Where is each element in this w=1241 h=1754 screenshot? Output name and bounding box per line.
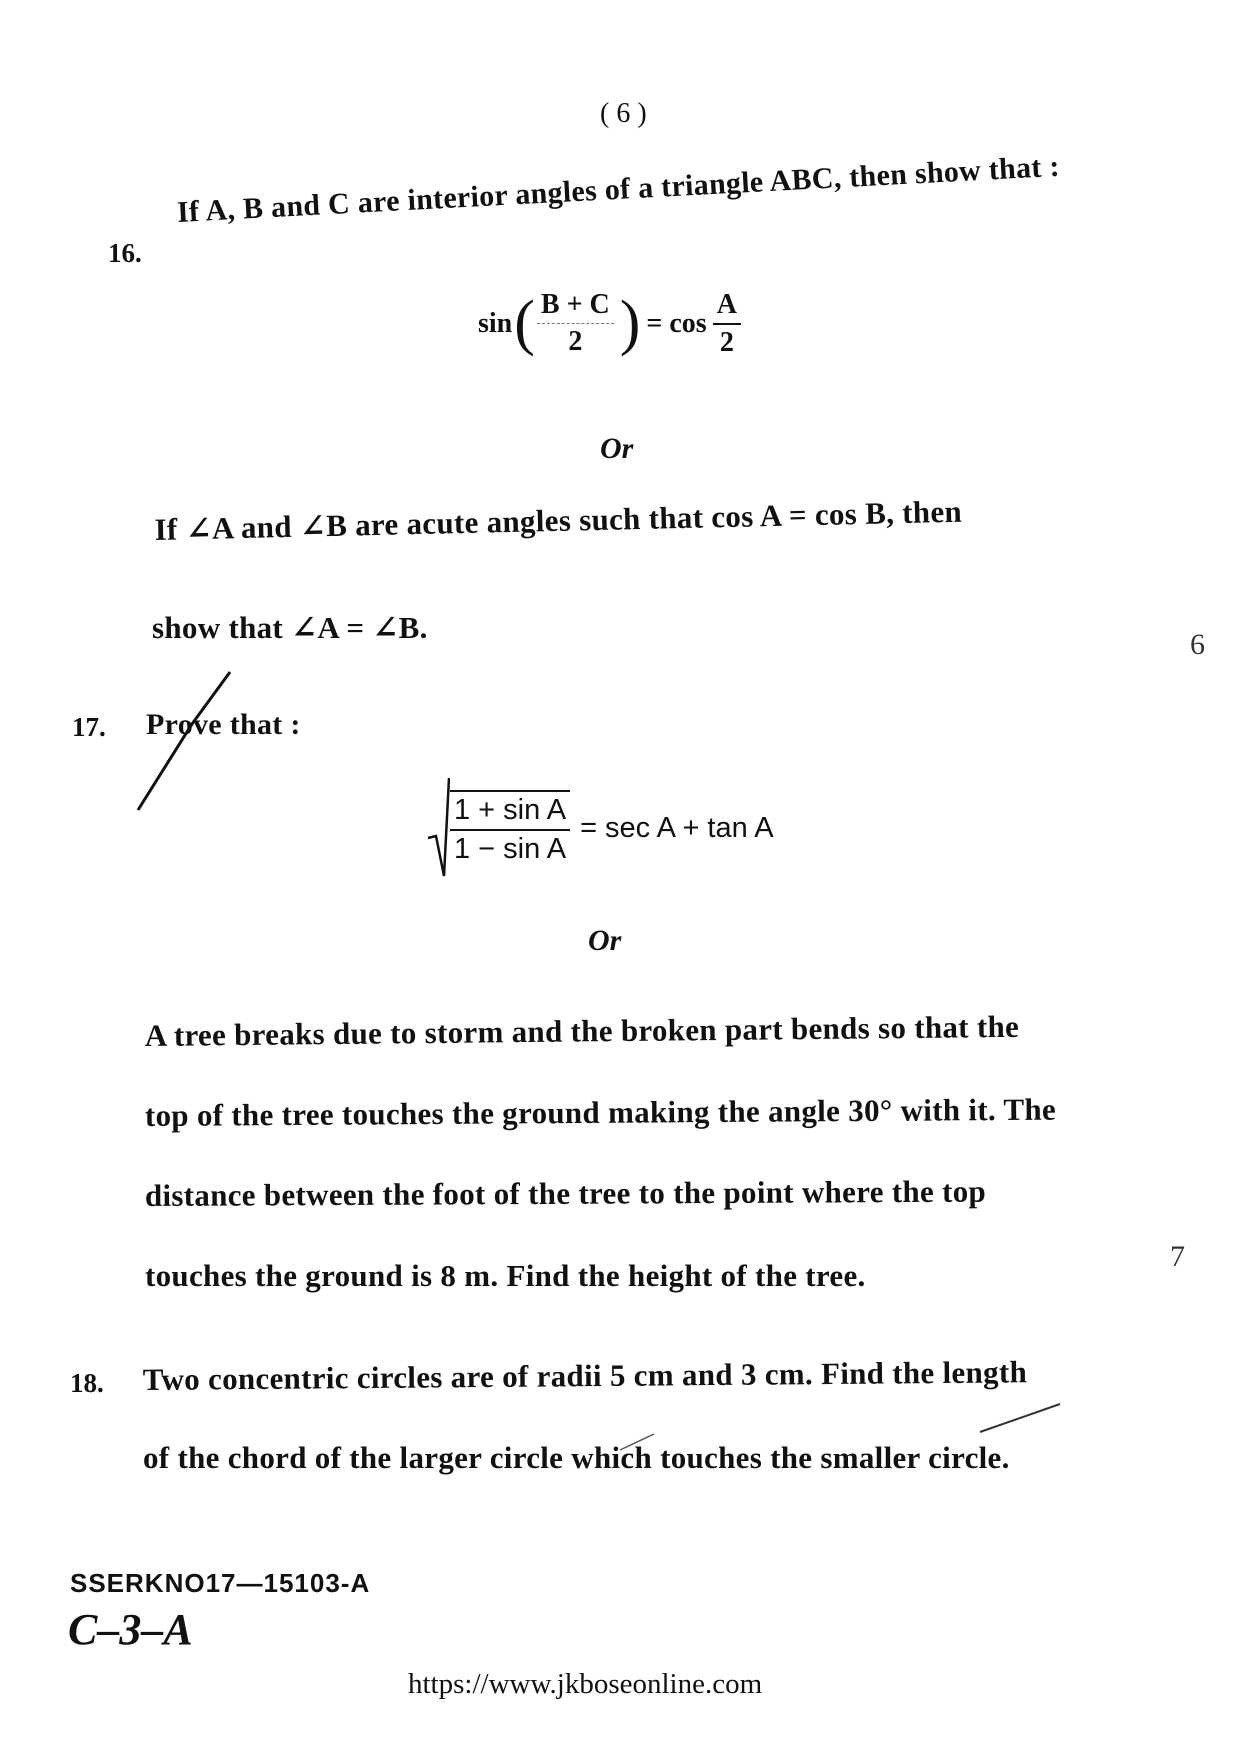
q16-or-label: Or xyxy=(600,432,634,465)
q17-numerator: 1 + sin A xyxy=(454,794,567,826)
q16-denominator: 2 xyxy=(568,326,583,357)
q16-numerator: B + C xyxy=(540,289,610,320)
q16-right-paren: ) xyxy=(619,289,641,357)
sqrt-symbol-icon xyxy=(426,776,450,880)
q17-alt-line-4: touches the ground is 8 m. Find the height of the tree. xyxy=(145,1258,866,1293)
q17-formula xyxy=(426,776,774,880)
pen-tick-mark xyxy=(130,668,240,816)
q16-sin-func: sin xyxy=(478,307,513,339)
q17-denominator: 1 − sin A xyxy=(454,833,567,865)
q17-alt-line-3: distance between the foot of the tree to the point where the top xyxy=(144,1173,987,1213)
q17-fraction xyxy=(450,790,570,866)
q16-formula xyxy=(478,288,741,359)
q16-alt-line-2: show that ∠A = ∠B. xyxy=(152,610,428,645)
q16-rhs-fraction xyxy=(713,289,741,359)
q16-fraction xyxy=(537,289,614,358)
q18-line-1: Two concentric circles are of radii 5 cm and 3 cm. Find the length xyxy=(142,1354,1028,1397)
q16-rhs-func: = cos xyxy=(646,307,707,339)
question-number-18: 18. xyxy=(70,1368,104,1398)
pen-strokes xyxy=(610,1398,1070,1462)
q16-alt-line-1: If ∠A and ∠B are acute angles such that cos A = cos B, then xyxy=(154,493,963,548)
q17-alt-line-1: A tree breaks due to storm and the broken part bends so that the xyxy=(144,1008,1020,1053)
q17-marks: 7 xyxy=(1170,1240,1185,1273)
paper-code: SSERKNO17—15103-A xyxy=(70,1568,371,1598)
q16-rhs-numerator: A xyxy=(716,288,737,320)
q17-rhs: = sec A + tan A xyxy=(580,811,774,844)
question-16-text: If A, B and C are interior angles of a triangle ABC, then show that : xyxy=(176,149,1061,230)
page-number: ( 6 ) xyxy=(600,98,647,129)
q16-rhs-denominator: 2 xyxy=(719,326,734,358)
source-url[interactable]: https://www.jkboseonline.com xyxy=(408,1668,763,1700)
question-number-17: 17. xyxy=(72,712,106,742)
q16-left-paren: ( xyxy=(514,289,535,357)
q17-alt-line-2: top of the tree touches the ground making the angle 30° with it. The xyxy=(144,1091,1057,1133)
q16-marks: 6 xyxy=(1190,628,1205,661)
question-number-16: 16. xyxy=(108,238,142,268)
q17-or-label: Or xyxy=(588,924,622,957)
question-17-text: Prove that : xyxy=(146,708,301,741)
paper-set: C–3–A xyxy=(68,1605,193,1654)
q18-line-2: of the chord of the larger circle which touches the smaller circle. xyxy=(143,1440,1010,1475)
